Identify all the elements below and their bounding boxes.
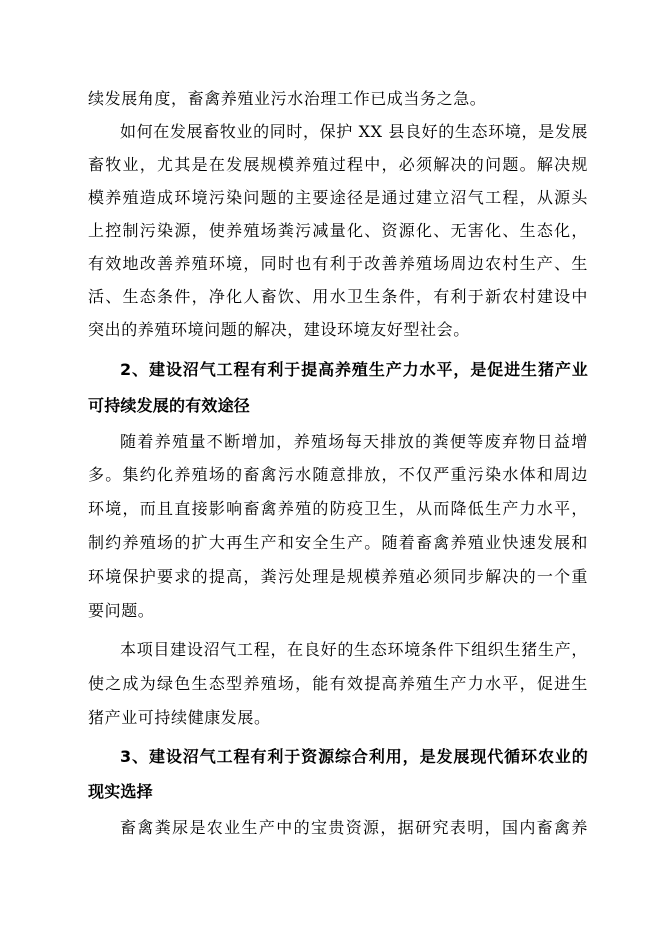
paragraph-line: 如何在发展畜牧业的同时，保护 XX 县良好的生态环境，是发展 <box>120 122 588 141</box>
section-heading: 可持续发展的有效途径 <box>88 396 251 415</box>
paragraph-line: 突出的养殖环境问题的解决，建设环境友好型社会。 <box>88 320 470 339</box>
paragraph-line: 有效地改善养殖环境，同时也有利于改善养殖场周边农村生产、生 <box>88 254 588 273</box>
paragraph-line: 续发展角度，畜禽养殖业污水治理工作已成当务之急。 <box>88 89 487 108</box>
paragraph-line: 畜禽粪尿是农业生产中的宝贵资源，据研究表明，国内畜禽养 <box>120 818 588 837</box>
paragraph-line: 环境，而且直接影响畜禽养殖的防疫卫生，从而降低生产力水平， <box>88 499 588 518</box>
paragraph-line: 多。集约化养殖场的畜禽污水随意排放，不仅严重污染水体和周边 <box>88 465 588 484</box>
paragraph-line: 随着养殖量不断增加，养殖场每天排放的粪便等废弃物日益增 <box>120 432 588 451</box>
section-heading: 3、建设沼气工程有利于资源综合利用，是发展现代循环农业的 <box>120 747 588 766</box>
paragraph-line: 模养殖造成环境污染问题的主要途径是通过建立沼气工程，从源头 <box>88 188 588 207</box>
section-heading: 2、建设沼气工程有利于提高养殖生产力水平，是促进生猪产业 <box>120 360 588 379</box>
paragraph-line: 畜牧业，尤其是在发展规模养殖过程中，必须解决的问题。解决规 <box>88 155 588 174</box>
paragraph-line: 本项目建设沼气工程，在良好的生态环境条件下组织生猪生产， <box>120 640 588 659</box>
section-heading: 现实选择 <box>88 782 153 801</box>
paragraph-line: 上控制污染源，使养殖场粪污减量化、资源化、无害化、生态化， <box>88 221 588 240</box>
paragraph-line: 活、生态条件，净化人畜饮、用水卫生条件，有利于新农村建设中 <box>88 287 588 306</box>
paragraph-line: 环境保护要求的提高，粪污处理是规模养殖必须同步解决的一个重 <box>88 567 588 586</box>
paragraph-line: 要问题。 <box>88 601 155 620</box>
paragraph-line: 猪产业可持续健康发展。 <box>88 708 271 727</box>
paragraph-line: 使之成为绿色生态型养殖场，能有效提高养殖生产力水平，促进生 <box>88 674 588 693</box>
paragraph-line: 制约养殖场的扩大再生产和安全生产。随着畜禽养殖业快速发展和 <box>88 533 588 552</box>
